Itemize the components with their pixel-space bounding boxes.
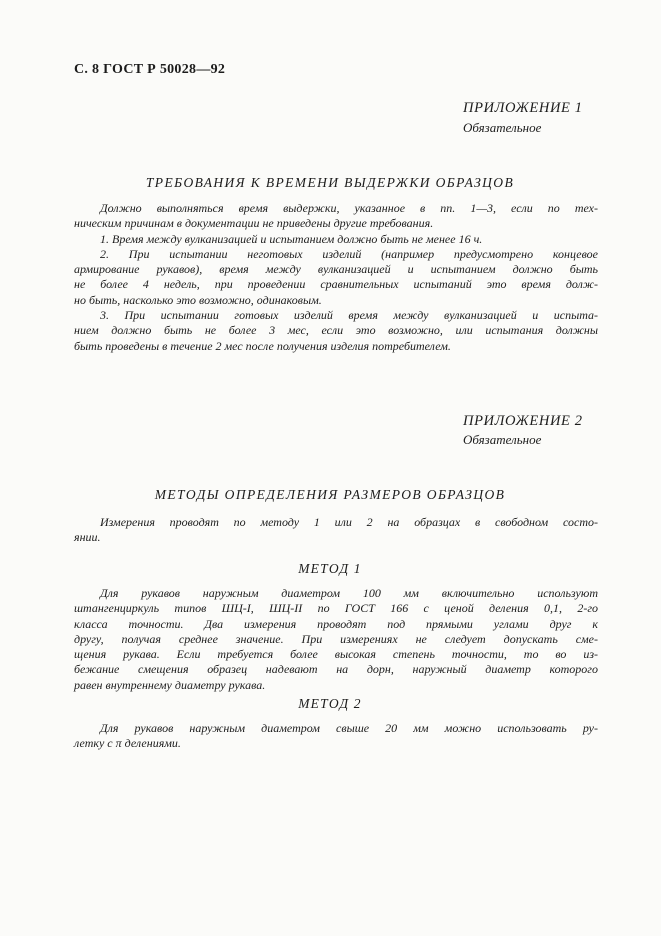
- text-line: быть проведены в течение 2 мес после получения изделия потребителем.: [74, 338, 451, 353]
- text-line: 3. При испытании готовых изделий время между вулканизацией и испыта-: [100, 308, 598, 323]
- text-line: другу, получая среднее значение. При измерениях не следует допускать сме-: [74, 631, 598, 646]
- text-line: штангенциркуль типов ШЦ-I, ШЦ-II по ГОСТ 166 с ценой деления 0,1, 2-го: [74, 601, 598, 616]
- appendix-2-status: Обязательное: [463, 432, 542, 447]
- page-header: С. 8 ГОСТ Р 50028—92: [74, 62, 226, 77]
- text-line: щения рукава. Если требуется более высокая степень точности, то во из-: [74, 647, 598, 662]
- appendix-2-label: ПРИЛОЖЕНИЕ 2: [463, 413, 583, 429]
- text-line: армирование рукавов), время между вулканизацией и испытанием должно быть: [74, 262, 598, 277]
- text-line: 1. Время между вулканизацией и испытанием должно быть не менее 16 ч.: [100, 231, 483, 246]
- method-2-body: [74, 721, 598, 752]
- appendix-1-status: Обязательное: [463, 120, 542, 135]
- appendix-2-intro: [74, 515, 598, 546]
- appendix-1-body: [74, 201, 598, 354]
- text-line: янии.: [74, 530, 101, 545]
- text-line: Для рукавов наружным диаметром 100 мм включительно используют: [100, 586, 598, 600]
- text-line: класса точности. Два измерения проводят под прямыми углами друг к: [74, 616, 598, 631]
- text-line: равен внутреннему диаметру рукава.: [74, 677, 266, 692]
- text-line: Измерения проводят по методу 1 или 2 на образцах в свободном состо-: [100, 515, 598, 529]
- method-1-body: [74, 586, 598, 693]
- appendix-1-label: ПРИЛОЖЕНИЕ 1: [463, 100, 583, 116]
- text-line: ническим причинам в документации не приведены другие требования.: [74, 216, 434, 231]
- method-1-title: МЕТОД 1: [298, 561, 362, 576]
- text-line: не более 4 недель, при проведении сравнительных испытаний это время долж-: [74, 277, 598, 292]
- text-line: Для рукавов наружным диаметром свыше 20 мм можно использовать ру-: [100, 721, 598, 735]
- text-line: нием должно быть не более 3 мес, если это возможно, или испытания должны: [74, 323, 598, 338]
- appendix-2-title: МЕТОДЫ ОПРЕДЕЛЕНИЯ РАЗМЕРОВ ОБРАЗЦОВ: [154, 487, 506, 502]
- text-line: летку с π делениями.: [74, 736, 181, 751]
- method-2-title: МЕТОД 2: [298, 696, 362, 711]
- text-line: Должно выполняться время выдержки, указанное в пп. 1—3, если по тех-: [100, 201, 598, 215]
- text-line: но быть, насколько это возможно, одинаковым.: [74, 292, 322, 307]
- text-line: 2. При испытании неготовых изделий (например предусмотрено концевое: [100, 246, 598, 261]
- appendix-1-title: ТРЕБОВАНИЯ К ВРЕМЕНИ ВЫДЕРЖКИ ОБРАЗЦОВ: [145, 175, 515, 190]
- text-line: бежание смещения образец надевают на дорн, наружный диаметр которого: [74, 662, 598, 677]
